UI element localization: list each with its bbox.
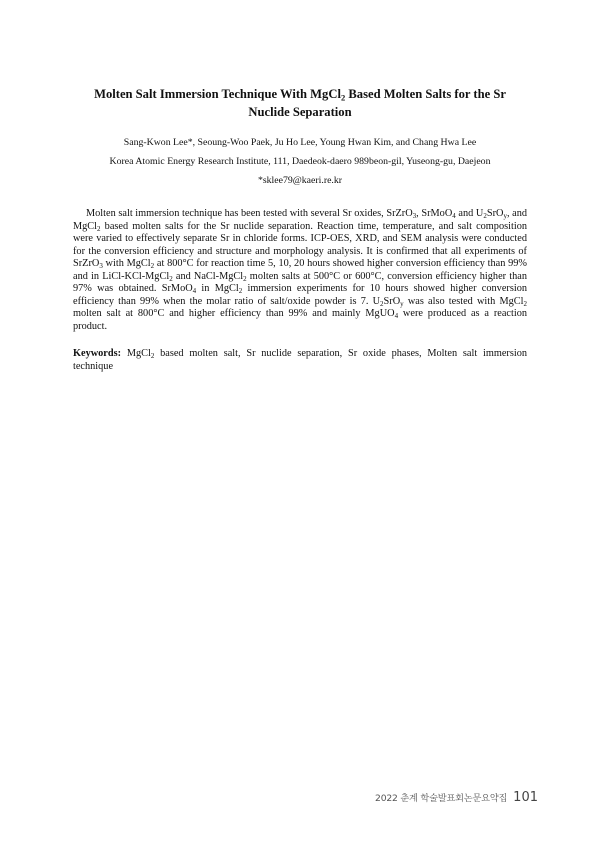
abstract-subscript: y xyxy=(503,212,507,221)
abstract-text: SrO xyxy=(486,208,504,219)
abstract-paragraph xyxy=(73,208,527,333)
abstract-text: immersion experiments for 10 hours showed higher conversion efficiency than 99% when the molar ratio of salt/oxide powder is 7. U xyxy=(73,283,527,307)
title-text: Based Molten Salts for the Sr xyxy=(345,87,506,101)
abstract-text: SrO xyxy=(383,295,401,307)
abstract-text: was also tested with MgCl xyxy=(403,295,524,307)
abstract-text: molten salts at 500°C or 600°C, conversion efficiency higher than 97% was obtained. SrMoO xyxy=(73,270,527,295)
page-footer xyxy=(375,790,538,805)
abstract-text: molten salt at 800°C and higher efficiency than 99% and mainly MgUO xyxy=(73,308,395,320)
abstract-text: Molten salt immersion technique has been tested with several Sr oxides, SrZrO xyxy=(86,208,413,219)
abstract-subscript: 2 xyxy=(169,274,173,283)
affiliation: Korea Atomic Energy Research Institute, 111, Daedeok-daero 989beon-gil, Yuseong-gu, Daejeon xyxy=(109,156,491,167)
abstract-subscript: 2 xyxy=(238,287,243,296)
abstract-subscript: 2 xyxy=(380,299,384,308)
keywords-text xyxy=(73,348,527,372)
contact-email: *sklee79@kaeri.re.kr xyxy=(257,175,343,186)
abstract-subscript: 4 xyxy=(452,212,456,221)
abstract xyxy=(73,208,527,333)
abstract-subscript: 2 xyxy=(523,299,528,308)
keywords-text: based molten salt, Sr nuclide separation, Sr oxide phases, Molten salt immersion technique xyxy=(73,348,527,372)
keywords-subscript: 2 xyxy=(150,352,155,361)
keywords xyxy=(73,348,527,373)
keywords-text: MgCl xyxy=(121,348,151,359)
abstract-text: , SrMoO xyxy=(416,208,453,219)
abstract-text: and NaCl-MgCl xyxy=(172,270,244,282)
abstract-subscript: 4 xyxy=(394,312,399,321)
page-number: 101 xyxy=(513,790,538,805)
title-subscript: 2 xyxy=(340,92,346,103)
abstract-subscript: 3 xyxy=(412,212,417,221)
abstract-text: at 800°C for reaction time 5, 10, 20 hours showed higher conversion efficiency than 99% and in LiCl-KCl-MgCl xyxy=(73,258,527,282)
proceedings-title: 2022 춘계 학술발표회논문요약집 xyxy=(375,793,508,804)
abstract-text: in MgCl xyxy=(196,283,239,295)
abstract-subscript: 2 xyxy=(243,274,247,283)
abstract-subscript: 2 xyxy=(97,224,101,233)
abstract-text: , and MgCl xyxy=(73,208,528,232)
keywords-label: Keywords: xyxy=(73,348,122,359)
abstract-text: based molten salts for the Sr nuclide separation. Reaction time, temperature, and salt composition were varied to effectively separate Sr in chloride forms. ICP-OES, XRD, and SEM analysis were conducted for the conversion efficiency and structure and morphology analysis. It is confirmed that all experiments of SrZrO xyxy=(73,220,527,270)
abstract-subscript: 2 xyxy=(150,262,155,271)
abstract-subscript: 4 xyxy=(192,287,197,296)
abstract-subscript: 3 xyxy=(99,262,103,271)
author-list: Sang-Kwon Lee*, Seoung-Woo Paek, Ju Ho Lee, Young Hwan Kim, and Chang Hwa Lee xyxy=(123,137,477,148)
abstract-text: with MgCl xyxy=(102,258,151,270)
abstract-subscript: y xyxy=(400,299,404,308)
abstract-subscript: 2 xyxy=(483,212,487,221)
paper-title xyxy=(60,85,540,121)
title-text: Molten Salt Immersion Technique With MgCl xyxy=(94,87,341,101)
abstract-text: and U xyxy=(455,208,484,219)
title-text: Nuclide Separation xyxy=(248,105,352,119)
abstract-text: were produced as a reaction product. xyxy=(73,308,527,332)
